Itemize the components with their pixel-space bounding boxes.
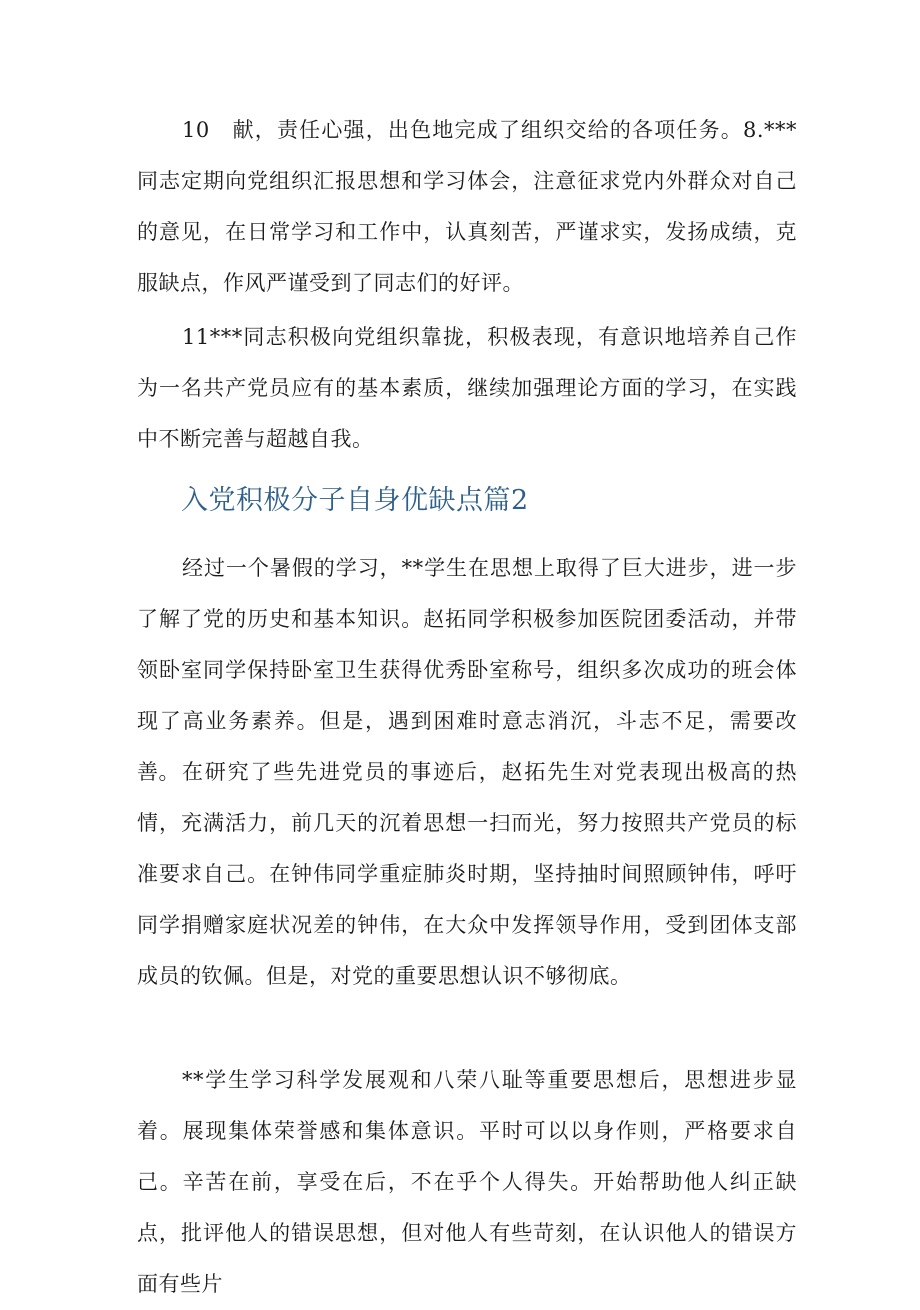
body-paragraph-scientific-outlook: **学生学习科学发展观和八荣八耻等重要思想后，思想进步显着。展现集体荣誉感和集体意识。平时可以以身作则，严格要求自己。辛苦在前，享受在后，不在乎个人得失。开始帮助他人纠正缺点，批评他人的错误思想，但对他人有些苛刻，在认识他人的错误方面有些片: [137, 1068, 797, 1296]
body-paragraph-summer-study: 经过一个暑假的学习，**学生在思想上取得了巨大进步，进一步了解了党的历史和基本知识。赵拓同学积极参加医院团委活动，并带领卧室同学保持卧室卫生获得优秀卧室称号，组织多次成功的班会体现了高业务素养。但是，遇到困难时意志消沉，斗志不足，需要改善。: [137, 556, 797, 784]
body-paragraph-advanced-members: 在研究了些先进党员的事迹后，赵拓先生对党表现出极高的热情，充满活力，前几天的沉着思想一扫而光，努力按照共产党员的标准要求自己。在钟伟同学重症肺炎时期，坚持抽时间照顾钟伟，呼吁同学捐赠家庭状况差的钟伟，在大众中发挥领导作用，受到团体支部成员的钦佩。但是，对党的重要思想认识不够彻底。: [137, 760, 797, 988]
body-paragraph-item-10: 10 献，责任心强，出色地完成了组织交给的各项任务。8.***同志定期向党组织汇报思想和学习体会，注意征求党内外群众对自己的意见，在日常学习和工作中，认真刻苦，严谨求实，发扬成绩，克服缺点，作风严谨受到了同志们的好评。: [137, 118, 797, 295]
body-paragraph-item-11: 11***同志积极向党组织靠拢，积极表现，有意识地培养自己作为一名共产党员应有的基本素质，继续加强理论方面的学习，在实践中不断完善与超越自我。: [137, 325, 797, 451]
section-heading: 入党积极分子自身优缺点篇2: [181, 485, 529, 516]
